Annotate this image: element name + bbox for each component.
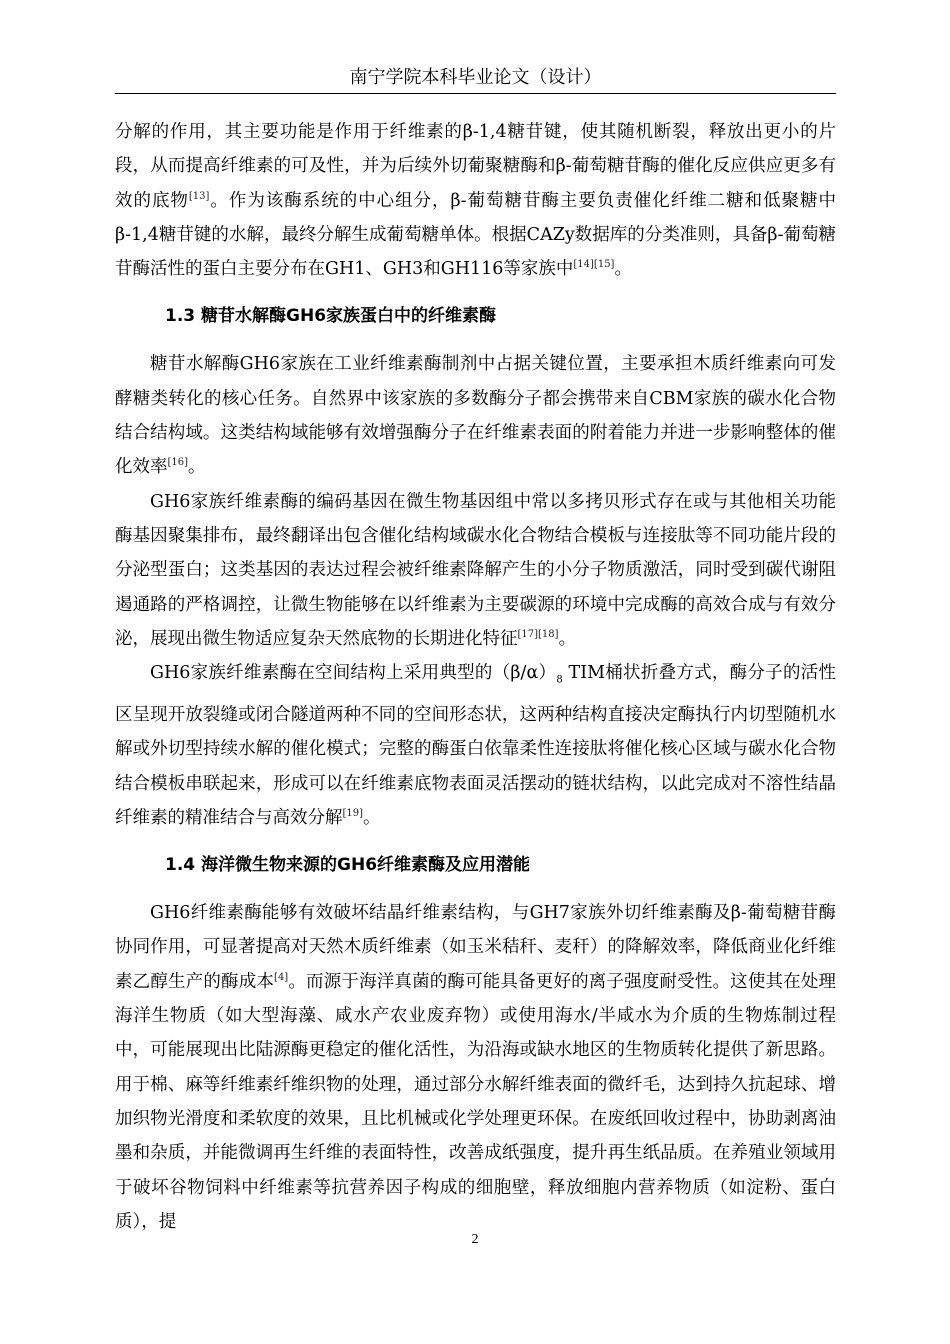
header-rule (115, 93, 836, 94)
section-heading-1-4: 1.4 海洋微生物来源的GH6纤维素酶及应用潜能 (165, 855, 531, 876)
citation: [4] (274, 971, 289, 983)
page-number: 2 (471, 1232, 479, 1247)
paragraph-gh6-genes: GH6家族纤维素酶的编码基因在微生物基因组中常以多拷贝形式存在或与其他相关功能酶基因聚集排布，最终翻译出包含催化结构域碳水化合物结合模板与连接肽等不同功能片段的分泌型蛋白；这类基因的表达过程会被纤维素降解产生的小分子物质激活，同时受到碳代谢阻遏通路的严格调控，让微生物能够在以纤维素为主要碳源的环境中完成酶的高效合成与有效分泌，展现出微生物适应复杂天然底物的长期进化特征[17][18]。 (115, 491, 836, 649)
paragraph-continued: 分解的作用，其主要功能是作用于纤维素的β-1,4糖苷键，使其随机断裂，释放出更小的片段，从而提高纤维素的可及性，并为后续外切葡聚糖酶和β-葡萄糖苷酶的催化反应供应更多有效的底物[13]。作为该酶系统的中心组分，β-葡萄糖苷酶主要负责催化纤维二糖和低聚糖中β-1,4糖苷键的水解，最终分解生成葡萄糖单体。根据CAZy数据库的分类准则，具备β-葡萄糖苷酶活性的蛋白主要分布在GH1、GH3和GH116等家族中[14][15]。 (115, 122, 836, 280)
subscript: 8 (556, 674, 563, 686)
page-body (115, 115, 836, 1239)
paragraph-gh6-intro: 糖苷水解酶GH6家族在工业纤维素酶制剂中占据关键位置，主要承担木质纤维素向可发酵糖类转化的核心任务。自然界中该家族的多数酶分子都会携带来自CBM家族的碳水化合物结合结构域。这类结构域能够有效增强酶分子在纤维素表面的附着能力并进一步影响整体的催化效率[16]。 (115, 354, 836, 478)
paragraph-gh6-structure: GH6家族纤维素酶在空间结构上采用典型的$(\beta/\alpha)_8$ TIM桶状折叠方式，酶分子的活性区呈现开放裂缝或闭合隧道两种不同的空间形态状，这两种结构直接决定酶执行内切型随机水解或外切型持续水解的催化模式；完整的酶蛋白依靠柔性连接肽将催化核心区域与碳水化合物结合模板串联起来，形成可以在纤维素底物表面灵活摆动的链状结构，以此完成对不溶性结晶纤维素的精准结合与高效分解[19]。 (115, 663, 836, 828)
citation: [19] (342, 808, 364, 820)
citation: [13] (188, 190, 210, 202)
citation: [14][15] (573, 259, 615, 271)
citation: [17][18] (517, 629, 559, 641)
page-header: 南宁学院本科毕业论文（设计） (349, 67, 602, 88)
citation: [16] (167, 457, 189, 469)
section-heading-1-3: 1.3 糖苷水解酶GH6家族蛋白中的纤维素酶 (165, 306, 497, 327)
paragraph-applications: GH6纤维素酶能够有效破坏结晶纤维素结构，与GH7家族外切纤维素酶及β-葡萄糖苷酶协同作用，可显著提高对天然木质纤维素（如玉米秸秆、麦秆）的降解效率，降低商业化纤维素乙醇生产的酶成本[4]。而源于海洋真菌的酶可能具备更好的离子强度耐受性。这使其在处理海洋生物质（如大型海藻、咸水产农业废弃物）或使用海水/半咸水为介质的生物炼制过程中，可能展现出比陆源酶更稳定的催化活性，为沿海或缺水地区的生物质转化提供了新思路。用于棉、麻等纤维素纤维织物的处理，通过部分水解纤维表面的微纤毛，达到持久抗起球、增加织物光滑度和柔软度的效果，且比机械或化学处理更环保。在废纸回收过程中，协助剥离油墨和杂质，并能微调再生纤维的表面特性，改善成纸强度，提升再生纸品质。在养殖业领域用于破坏谷物饲料中纤维素等抗营养因子构成的细胞壁，释放细胞内营养物质（如淀粉、蛋白质），提 (115, 903, 837, 1232)
